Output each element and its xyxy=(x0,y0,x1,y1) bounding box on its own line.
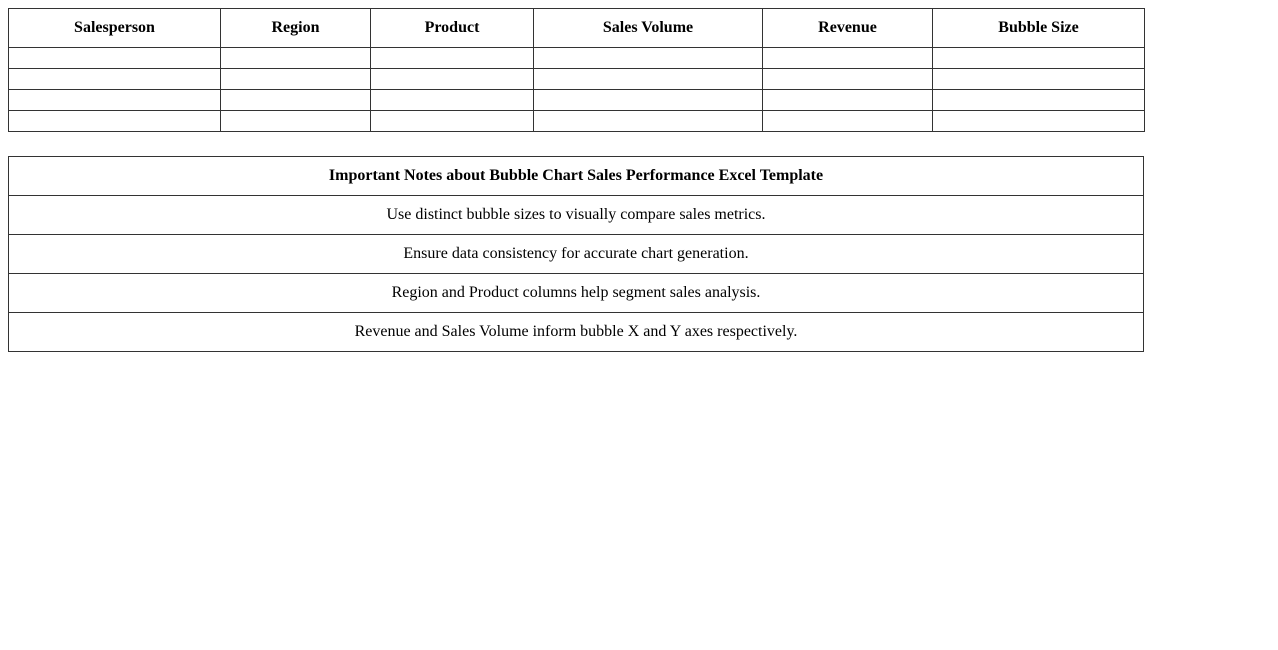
table-cell[interactable] xyxy=(221,111,371,132)
table-cell[interactable] xyxy=(933,48,1145,69)
note-text: Region and Product columns help segment sales analysis. xyxy=(9,274,1144,313)
header-product: Product xyxy=(371,9,534,48)
table-cell[interactable] xyxy=(933,111,1145,132)
table-cell[interactable] xyxy=(534,69,763,90)
table-cell[interactable] xyxy=(9,48,221,69)
table-row xyxy=(9,111,1145,132)
list-item xyxy=(9,274,1144,313)
table-cell[interactable] xyxy=(371,111,534,132)
table-cell[interactable] xyxy=(9,69,221,90)
table-cell[interactable] xyxy=(221,90,371,111)
table-cell[interactable] xyxy=(371,69,534,90)
table-header-row xyxy=(9,9,1145,48)
list-item xyxy=(9,235,1144,274)
header-bubble-size: Bubble Size xyxy=(933,9,1145,48)
table-cell[interactable] xyxy=(763,69,933,90)
table-cell[interactable] xyxy=(763,90,933,111)
table-cell[interactable] xyxy=(9,90,221,111)
table-cell[interactable] xyxy=(371,90,534,111)
notes-table xyxy=(8,156,1144,352)
table-cell[interactable] xyxy=(9,111,221,132)
table-cell[interactable] xyxy=(534,48,763,69)
header-salesperson: Salesperson xyxy=(9,9,221,48)
table-row xyxy=(9,48,1145,69)
table-cell[interactable] xyxy=(221,69,371,90)
notes-title: Important Notes about Bubble Chart Sales Performance Excel Template xyxy=(9,157,1144,196)
list-item xyxy=(9,313,1144,352)
table-cell[interactable] xyxy=(534,111,763,132)
header-revenue: Revenue xyxy=(763,9,933,48)
table-cell[interactable] xyxy=(763,111,933,132)
list-item xyxy=(9,196,1144,235)
table-cell[interactable] xyxy=(534,90,763,111)
header-sales-volume: Sales Volume xyxy=(534,9,763,48)
table-row xyxy=(9,90,1145,111)
table-cell[interactable] xyxy=(933,90,1145,111)
table-cell[interactable] xyxy=(371,48,534,69)
table-cell[interactable] xyxy=(221,48,371,69)
header-region: Region xyxy=(221,9,371,48)
note-text: Use distinct bubble sizes to visually compare sales metrics. xyxy=(9,196,1144,235)
table-cell[interactable] xyxy=(763,48,933,69)
note-text: Revenue and Sales Volume inform bubble X and Y axes respectively. xyxy=(9,313,1144,352)
notes-header-row xyxy=(9,157,1144,196)
sales-data-table xyxy=(8,8,1145,132)
note-text: Ensure data consistency for accurate chart generation. xyxy=(9,235,1144,274)
table-row xyxy=(9,69,1145,90)
table-cell[interactable] xyxy=(933,69,1145,90)
